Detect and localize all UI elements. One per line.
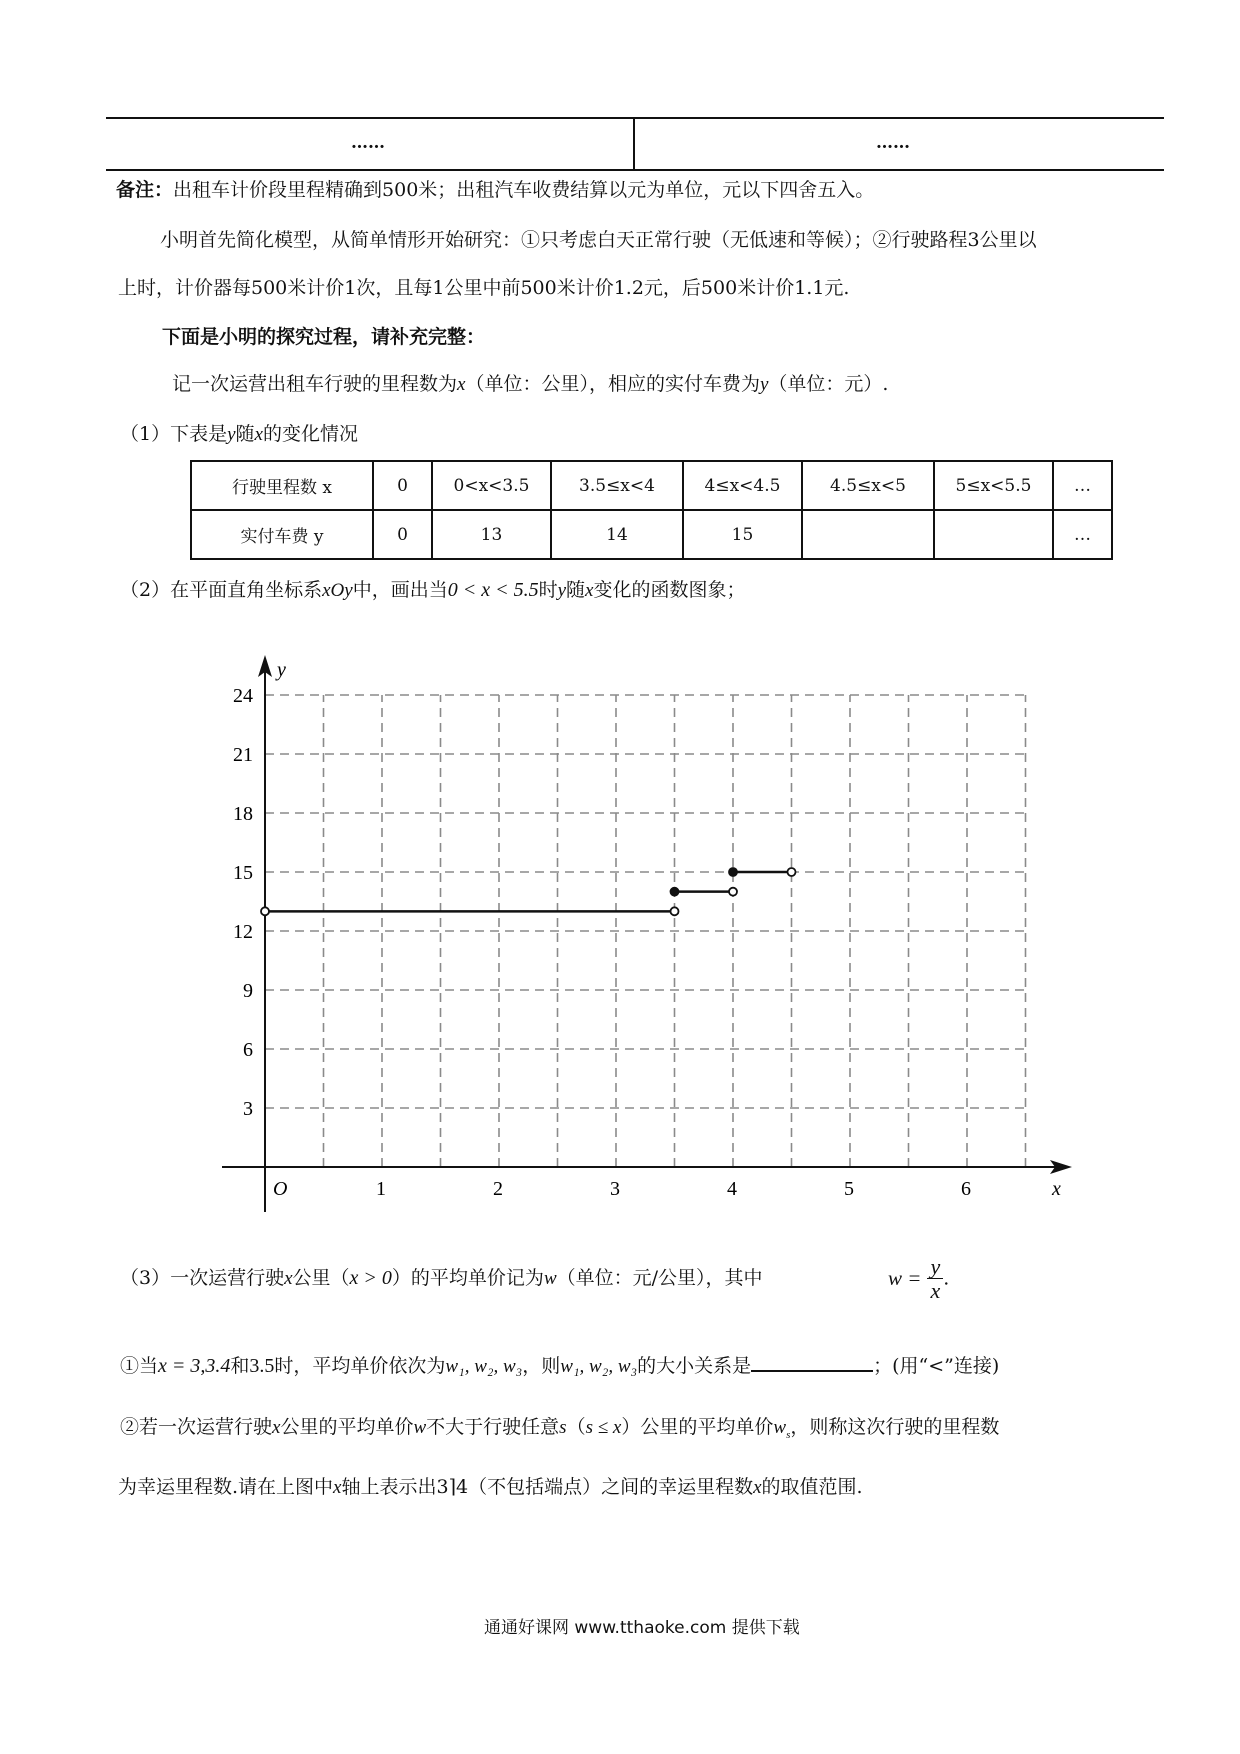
sub2-text-e: ，则称这次行驶的里程数 xyxy=(790,1416,1000,1438)
sub-question-2-line-1: ②若一次运营行驶x公里的平均单价w不大于行驶任意s（s ≤ x）公里的平均单价$w_s$，则称这次行驶的里程数 xyxy=(120,1416,1000,1441)
var-y: y xyxy=(759,374,769,395)
top-table-cell-right: …… xyxy=(876,133,910,153)
x-tick-label: 1 xyxy=(376,1178,386,1200)
table-cell: 0<x<3.5 xyxy=(432,461,551,510)
question-3 xyxy=(120,1268,763,1288)
sub1-text-b: 和 xyxy=(230,1355,250,1377)
table-cell: 3.5≤x<4 xyxy=(551,461,683,510)
note-label: 备注： xyxy=(116,179,174,201)
y-tick-label: 18 xyxy=(233,803,253,825)
var-x: x xyxy=(585,580,594,601)
x-tick-label: 5 xyxy=(844,1178,854,1200)
y-tick-label: 6 xyxy=(243,1039,253,1061)
open-endpoint xyxy=(671,907,679,915)
q2-condition: 0 < x < 5.5 xyxy=(447,579,539,601)
footer-text: 通通好课网 www.tthaoke.com 提供下载 xyxy=(484,1618,800,1638)
x-tick-label: 4 xyxy=(727,1178,737,1200)
var-w: w xyxy=(413,1417,427,1438)
sub1-w-list-2: w₁, w₂, w₃ xyxy=(560,1356,638,1377)
table-cell: … xyxy=(1053,461,1112,510)
sub2-text-c: 不大于行驶任意 xyxy=(426,1416,560,1438)
y-tick-label: 15 xyxy=(233,862,253,884)
top-table-cell-left: …… xyxy=(351,133,385,153)
var-w-s: w xyxy=(773,1417,787,1438)
row-header-mileage: 行驶里程数 x xyxy=(191,461,373,510)
coord-system: xOy xyxy=(322,580,353,601)
var-x: x xyxy=(254,424,263,445)
sub2-range: 3⌉4 xyxy=(436,1476,469,1498)
var-x: x xyxy=(272,1417,281,1438)
table-cell: 0 xyxy=(373,510,432,559)
var-x: x xyxy=(457,374,466,395)
sub-question-1 xyxy=(120,1352,999,1376)
table-cell: … xyxy=(1053,510,1112,559)
table-cell: 15 xyxy=(683,510,802,559)
q2-text-a: （2）在平面直角坐标系 xyxy=(120,579,323,601)
intro-line-1: 小明首先简化模型，从简单情形开始研究：①只考虑白天正常行驶（无低速和等候）；②行驶路程3公里以 xyxy=(160,229,1037,251)
fraction-y-over-x xyxy=(927,1255,943,1302)
sub2-line2-d: 的取值范围. xyxy=(761,1476,863,1498)
q2-text-b: 中，画出当 xyxy=(352,579,448,601)
y-axis-label: y xyxy=(277,659,286,681)
closed-endpoint xyxy=(671,888,679,896)
var-s: s xyxy=(559,1417,567,1438)
x-tick-label: 3 xyxy=(610,1178,620,1200)
definition-text-c: （单位：元）. xyxy=(768,373,889,395)
sub2-line2-b: 轴上表示出 xyxy=(341,1476,437,1498)
q2-text-d: 随 xyxy=(566,579,586,601)
sub1-text-d: ，则 xyxy=(522,1355,561,1377)
q2-text-c: 时 xyxy=(538,579,558,601)
table-cell: 4.5≤x<5 xyxy=(802,461,934,510)
sub1-text-a: ①当 xyxy=(120,1355,159,1377)
table-cell: 13 xyxy=(432,510,551,559)
sub2-line2-c: （不包括端点）之间的幸运里程数 xyxy=(468,1476,754,1498)
q3-text-b: 公里（ xyxy=(292,1267,350,1289)
table-cell: 14 xyxy=(551,510,683,559)
subscript-s: s xyxy=(786,1428,791,1441)
w-formula: w = $\frac{y}{x}$ . xyxy=(888,1254,950,1304)
open-endpoint xyxy=(729,888,737,896)
q1-text-b: 随 xyxy=(235,423,255,445)
exploration-heading: 下面是小明的探究过程，请补充完整： xyxy=(162,326,486,348)
table-cell: 0 xyxy=(373,461,432,510)
y-tick-label: 3 xyxy=(243,1098,253,1120)
var-y: y xyxy=(557,580,567,601)
table-cell: 4≤x<4.5 xyxy=(683,461,802,510)
closed-endpoint xyxy=(729,868,737,876)
var-y: y xyxy=(227,424,236,445)
open-endpoint xyxy=(788,868,796,876)
open-endpoint xyxy=(261,907,269,915)
sub1-w-list: w₁, w₂, w₃ xyxy=(445,1356,523,1377)
sub2-condition: s ≤ x xyxy=(585,1417,622,1438)
sub1-text-e: 的大小关系是 xyxy=(637,1355,752,1377)
var-w: w xyxy=(543,1268,557,1289)
q3-text-d: （单位：元/公里），其中 xyxy=(556,1267,763,1289)
q3-condition: x > 0 xyxy=(349,1267,392,1289)
q2-text-e: 变化的函数图象； xyxy=(593,579,746,601)
sub1-text-c: 时，平均单价依次为 xyxy=(274,1355,446,1377)
sub1-values: x = 3,3.4 xyxy=(158,1355,231,1377)
var-x: x xyxy=(753,1477,762,1498)
sub1-value-2: 3.5 xyxy=(249,1355,275,1377)
q1-text-a: （1）下表是 xyxy=(120,423,228,445)
origin-label: O xyxy=(273,1178,288,1200)
sub2-text-b: 公里的平均单价 xyxy=(280,1416,414,1438)
sub2-text-a: ②若一次运营行驶 xyxy=(120,1416,273,1438)
y-tick-label: 21 xyxy=(233,744,253,766)
x-tick-label: 2 xyxy=(493,1178,503,1200)
definition-text-a: 记一次运营出租车行驶的里程数为 xyxy=(172,373,458,395)
sub-question-2-line-2 xyxy=(118,1478,863,1497)
answer-blank[interactable] xyxy=(751,1352,873,1372)
fraction-denominator: x xyxy=(930,1278,941,1304)
x-axis-label: x xyxy=(1052,1178,1061,1200)
formula-lhs: w = xyxy=(888,1266,922,1291)
q1-text-c: 的变化情况 xyxy=(262,423,358,445)
x-tick-label: 6 xyxy=(961,1178,971,1200)
intro-line-2: 上时，计价器每500米计价1次，且每1公里中前500米计价1.2元，后500米计价1.1元. xyxy=(118,277,850,299)
var-x: x xyxy=(333,1477,342,1498)
y-tick-label: 24 xyxy=(233,685,253,707)
q3-text-a: （3）一次运营行驶 xyxy=(120,1267,285,1289)
row-header-fare: 实付车费 y xyxy=(191,510,373,559)
fraction-numerator: y xyxy=(927,1255,943,1279)
q3-text-c: ）的平均单价记为 xyxy=(391,1267,544,1289)
y-tick-label: 9 xyxy=(243,980,253,1002)
y-tick-label: 12 xyxy=(233,921,253,943)
sub1-text-f: ；(用“<”连接) xyxy=(873,1355,1000,1377)
note-text: 出租车计价段里程精确到500米；出租汽车收费结算以元为单位，元以下四舍五入。 xyxy=(173,179,875,201)
var-x: x xyxy=(284,1268,293,1289)
table-cell: 5≤x<5.5 xyxy=(934,461,1053,510)
sub2-line2-a: 为幸运里程数.请在上图中 xyxy=(118,1476,334,1498)
definition-text-b: （单位：公里），相应的实付车费为 xyxy=(465,373,760,395)
sub2-text-d: 公里的平均单价 xyxy=(640,1416,774,1438)
